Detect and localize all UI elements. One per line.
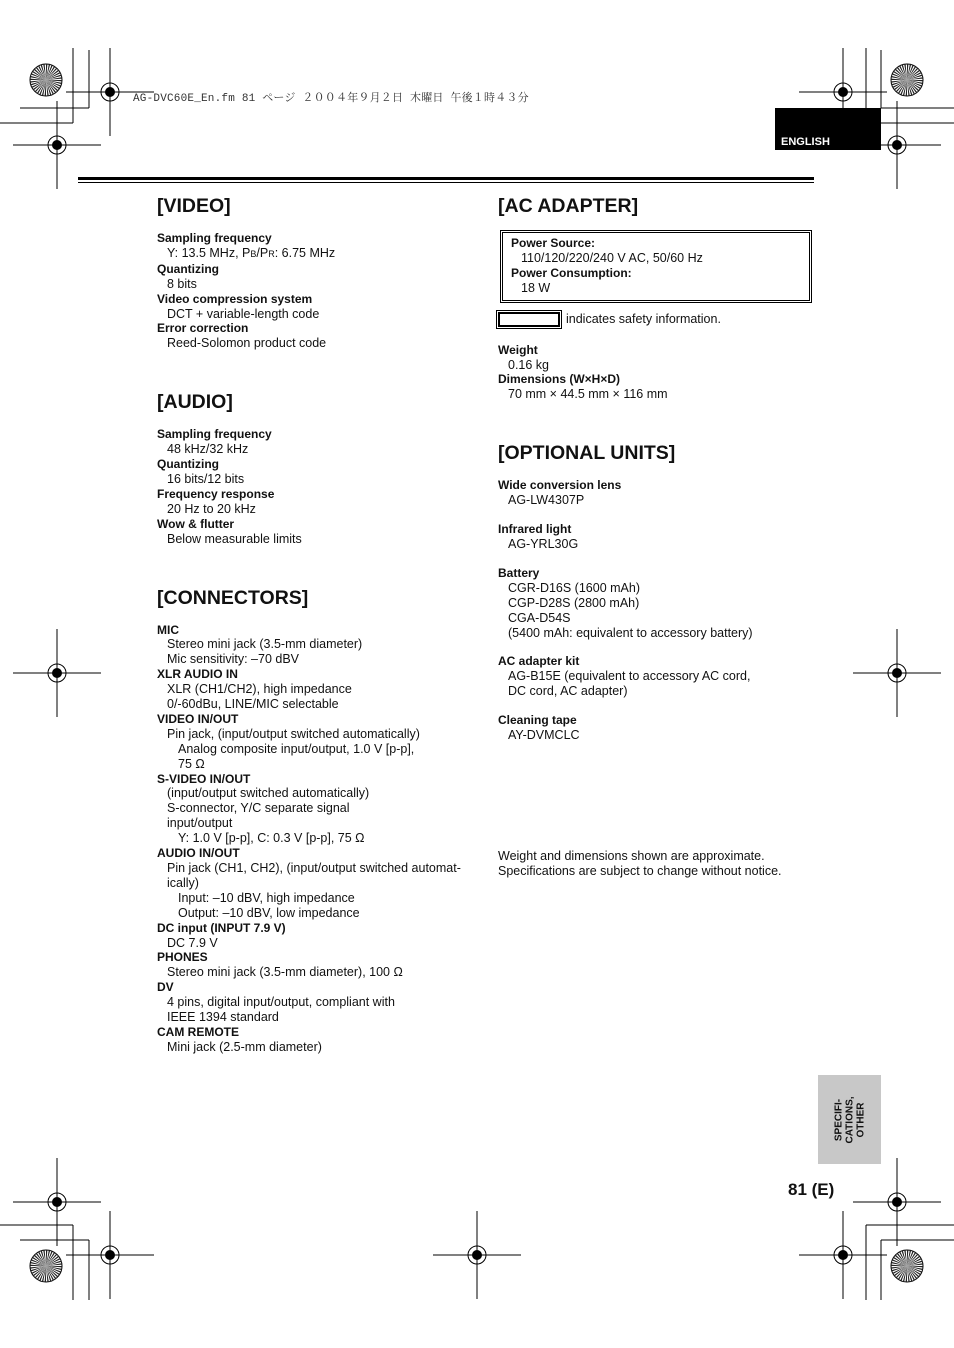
header-rule — [78, 177, 814, 180]
side-tab-label — [833, 1096, 866, 1143]
spec-value: input/output — [167, 816, 233, 831]
starburst-target-icon — [30, 1250, 62, 1282]
spec-value: (5400 mAh: equivalent to accessory battery) — [508, 625, 753, 640]
page-number: 81 (E) — [788, 1180, 835, 1199]
safety-box-icon — [498, 312, 560, 327]
spec-label: S-VIDEO IN/OUT — [157, 771, 251, 786]
spec-value: CGP-D28S (2800 mAh) — [508, 595, 640, 610]
registration-target-icon — [433, 1211, 521, 1299]
spec-value: CGR-D16S (1600 mAh) — [508, 580, 640, 595]
registration-target-icon — [799, 1211, 887, 1299]
optional-units-section — [498, 440, 818, 743]
connectors-heading: [CONNECTORS] — [157, 586, 309, 609]
spec-value: AY-DVMCLC — [508, 728, 580, 743]
spec-notes — [498, 849, 782, 879]
video-section — [157, 193, 487, 351]
registration-target-icon — [13, 101, 101, 189]
spec-label: Frequency response — [157, 486, 275, 501]
spec-label: CAM REMOTE — [157, 1024, 239, 1039]
spec-label: Sampling frequency — [157, 427, 272, 442]
registration-target-icon — [853, 629, 941, 717]
spec-label: Error correction — [157, 321, 249, 336]
starburst-target-icon — [891, 1250, 923, 1282]
spec-value: DC 7.9 V — [167, 935, 218, 950]
side-tab-line: OTHER — [855, 1102, 866, 1138]
registration-target-icon — [66, 1211, 154, 1299]
ac-adapter-section — [498, 193, 818, 402]
spec-value: Mic sensitivity: –70 dBV — [167, 652, 299, 667]
spec-value: Mini jack (2.5-mm diameter) — [167, 1039, 322, 1054]
spec-value: 4 pins, digital input/output, compliant with — [167, 995, 395, 1010]
spec-label: Wow & flutter — [157, 516, 235, 531]
starburst-target-icon — [30, 64, 62, 96]
video-heading: [VIDEO] — [157, 195, 231, 217]
spec-value: DC cord, AC adapter) — [508, 684, 628, 699]
spec-label: Wide conversion lens — [498, 478, 622, 493]
spec-value: AG-LW4307P — [508, 493, 585, 508]
spec-value: 0.16 kg — [508, 357, 550, 372]
audio-section — [157, 389, 487, 546]
spec-value: 16 bits/12 bits — [167, 471, 245, 486]
side-tab-line: SPECIFI- — [833, 1098, 844, 1141]
audio-heading: [AUDIO] — [157, 391, 233, 414]
spec-value: 20 Hz to 20 kHz — [167, 501, 256, 516]
file-info-header: AG-DVC60E_En.fm 81 ページ ２００４年９月２日 木曜日 午後１時４３分 — [133, 93, 529, 105]
spec-label: Battery — [498, 565, 540, 580]
spec-value: Stereo mini jack (3.5-mm diameter), 100 Ω — [167, 965, 403, 980]
spec-label: VIDEO IN/OUT — [157, 711, 239, 726]
safety-box — [500, 230, 812, 303]
spec-value: Y: 13.5 MHz, PB/PR: 6.75 MHz — [167, 245, 336, 260]
spec-value: S-connector, Y/C separate signal — [167, 801, 350, 816]
spec-value: 0/-60dBu, LINE/MIC selectable — [167, 697, 339, 712]
spec-label: Video compression system — [157, 291, 313, 306]
spec-label: AUDIO IN/OUT — [157, 846, 240, 861]
connectors-section — [157, 585, 487, 1055]
spec-value: 48 kHz/32 kHz — [167, 442, 249, 457]
spec-label: DV — [157, 980, 174, 995]
language-tab-label: ENGLISH — [781, 136, 830, 148]
spec-label: XLR AUDIO IN — [157, 667, 238, 682]
optional-units-heading: [OPTIONAL UNITS] — [498, 442, 676, 465]
spec-value: Output: –10 dBV, low impedance — [178, 905, 360, 920]
right-column — [498, 193, 818, 743]
spec-label: Cleaning tape — [498, 713, 577, 728]
side-tab-line: CATIONS, — [844, 1095, 855, 1144]
spec-value: Analog composite input/output, 1.0 V [p-p], — [178, 741, 415, 756]
spec-value: ically) — [167, 875, 199, 890]
spec-label: Dimensions (W×H×D) — [498, 372, 621, 387]
spec-value: XLR (CH1/CH2), high impedance — [167, 682, 352, 697]
left-column — [157, 193, 487, 1055]
spec-value: Reed-Solomon product code — [167, 336, 327, 351]
spec-value: Pin jack (CH1, CH2), (input/output switched automat- — [167, 861, 461, 875]
spec-value: Input: –10 dBV, high impedance — [178, 890, 355, 905]
spec-value: 70 mm × 44.5 mm × 116 mm — [508, 387, 668, 402]
spec-label: AC adapter kit — [498, 654, 580, 669]
spec-value: 8 bits — [167, 276, 197, 291]
spec-value: Stereo mini jack (3.5-mm diameter) — [167, 637, 363, 652]
spec-value: 110/120/220/240 V AC, 50/60 Hz — [521, 250, 703, 265]
spec-value: DCT + variable-length code — [167, 306, 320, 321]
section-side-tab — [818, 1075, 881, 1164]
spec-value: Pin jack, (input/output switched automatically) — [167, 726, 420, 741]
spec-label: Quantizing — [157, 457, 219, 472]
spec-label: Infrared light — [498, 522, 572, 537]
spec-value: 75 Ω — [178, 756, 205, 771]
spec-label: MIC — [157, 622, 179, 637]
spec-value: AG-YRL30G — [508, 536, 579, 551]
spec-label: Power Consumption: — [511, 265, 632, 280]
safety-legend — [498, 312, 818, 327]
spec-label: Quantizing — [157, 261, 219, 276]
header-rule-thin — [78, 182, 814, 183]
spec-value: 18 W — [521, 280, 551, 295]
spec-value: CGA-D54S — [508, 610, 571, 625]
safety-legend-text: indicates safety information. — [566, 312, 721, 327]
spec-label: DC input (INPUT 7.9 V) — [157, 920, 286, 935]
starburst-target-icon — [891, 64, 923, 96]
spec-value: IEEE 1394 standard — [167, 1010, 279, 1025]
note-line: Weight and dimensions shown are approximate. — [498, 849, 765, 863]
spec-label: PHONES — [157, 950, 208, 965]
spec-label: Sampling frequency — [157, 231, 272, 245]
spec-label: Power Source: — [511, 236, 596, 250]
language-tab — [775, 108, 881, 150]
ac-adapter-heading: [AC ADAPTER] — [498, 195, 639, 217]
registration-target-icon — [13, 1158, 101, 1246]
registration-target-icon — [13, 629, 101, 717]
spec-label: Weight — [498, 342, 538, 357]
spec-value: AG-B15E (equivalent to accessory AC cord, — [508, 669, 751, 684]
spec-value: Below measurable limits — [167, 531, 302, 546]
spec-value: (input/output switched automatically) — [167, 786, 370, 801]
spec-value: Y: 1.0 V [p-p], C: 0.3 V [p-p], 75 Ω — [178, 831, 365, 846]
note-line: Specifications are subject to change without notice. — [498, 864, 782, 878]
